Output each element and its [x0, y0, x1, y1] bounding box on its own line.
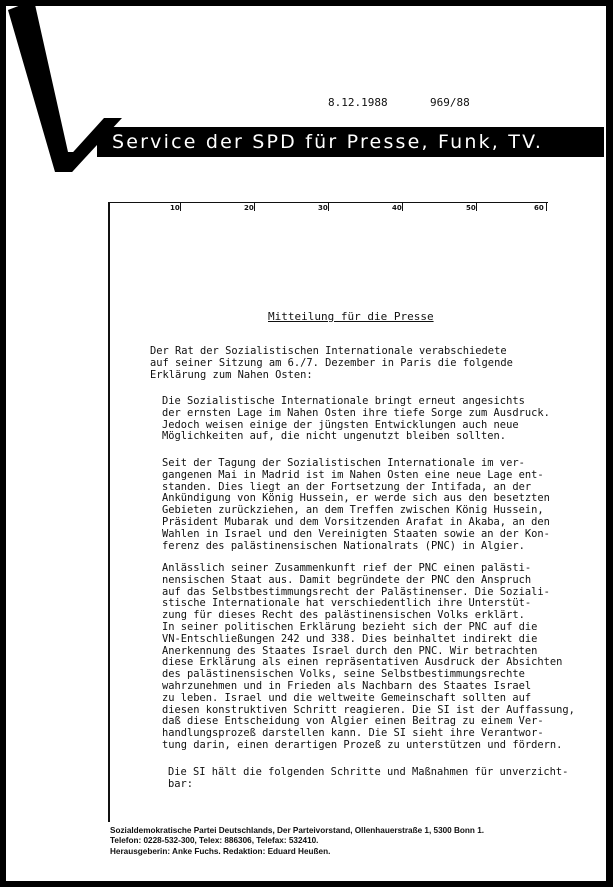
release-number: 969/88: [430, 96, 470, 109]
text-line: zu leben. Israel und die weltweite Gemeinschaft sollten auf: [162, 691, 532, 704]
text-line: bar:: [168, 777, 194, 790]
text-line: Präsident Mubarak und dem Vorsitzenden Arafat in Akaba, an den: [162, 515, 550, 528]
text-line: VN-Entschließungen 242 und 338. Dies beinhaltet indirekt die: [162, 632, 538, 645]
ruler-mark: 30: [318, 204, 328, 212]
ruler-tick: [476, 203, 477, 211]
text-line: des palästinensischen Volks, seine Selbstbestimmungsrechte: [162, 668, 525, 681]
body-paragraph: [162, 396, 550, 443]
text-line: Möglichkeiten auf, die nicht ungenutzt bleiben sollten.: [162, 430, 507, 443]
document-title: Mitteilung für die Presse: [268, 310, 434, 323]
footer-imprint: [110, 826, 484, 857]
text-line: handlungsprozeß darstellen kann. Die SI sieht ihre Verantwor-: [162, 727, 544, 740]
text-line: ferenz des palästinensischen Nationalrats (PNC) in Algier.: [162, 539, 525, 552]
text-line: Anlässlich seiner Zusammenkunft rief der PNC einen palästi-: [162, 562, 532, 574]
ruler-tick: [402, 203, 403, 211]
typewriter-frame-left: [108, 202, 110, 822]
text-line: Seit der Tagung der Sozialistischen Internationale im ver-: [162, 457, 525, 469]
ruler-mark: 60: [534, 204, 544, 212]
text-line: Ankündigung von König Hussein, er werde sich aus den besetzten: [162, 492, 550, 505]
ruler-mark: 40: [392, 204, 402, 212]
text-line: Der Rat der Sozialistischen Internationale verabschiedete: [150, 345, 507, 357]
release-date: 8.12.1988: [328, 96, 388, 109]
service-banner: [97, 127, 604, 157]
ruler-mark: 20: [244, 204, 254, 212]
body-paragraph: [162, 458, 550, 552]
text-line: stische Internationale hat verschiedentlich ihre Unterstüt-: [162, 597, 532, 610]
text-line: Wahlen in Israel und den Vereinigten Staaten sowie an der Kon-: [162, 527, 550, 540]
ruler-tick: [180, 203, 181, 211]
text-line: tung darin, einen derartigen Prozeß zu unterstützen und fördern.: [162, 738, 563, 751]
text-line: daß diese Entscheidung von Algier einen Beitrag zu einem Ver-: [162, 715, 544, 728]
ruler-tick: [546, 203, 547, 211]
text-line: standen. Dies liegt an der Fortsetzung der Intifada, an der: [162, 480, 532, 493]
text-line: auf seiner Sitzung am 6./7. Dezember in Paris die folgende: [150, 356, 513, 369]
body-paragraph: [162, 563, 575, 752]
text-line: diesen konstruktiven Schritt reagieren. Die SI ist der Auffassung,: [162, 703, 575, 716]
text-line: gangenen Mai in Madrid ist im Nahen Osten eine neue Lage ent-: [162, 468, 544, 481]
footer-line: Herausgeberin: Anke Fuchs. Redaktion: Eduard Heußen.: [110, 846, 331, 856]
intro-paragraph: [150, 346, 513, 381]
ruler-tick: [254, 203, 255, 211]
footer-line: Sozialdemokratische Partei Deutschlands, Der Parteivorstand, Ollenhauerstraße 1, 5300 Bonn 1.: [110, 826, 485, 835]
text-line: wahrzunehmen und in Frieden als Nachbarn des Staates Israel: [162, 679, 532, 692]
text-line: zung für dieses Recht des palästinensischen Volks erklärt.: [162, 609, 525, 622]
text-line: Anerkennung des Staates Israel durch den PNC. Wir betrachten: [162, 644, 538, 657]
body-paragraph: [168, 767, 568, 791]
text-line: diese Erklärung als einen repräsentativen Ausdruck der Absichten: [162, 656, 563, 669]
text-line: der ernsten Lage im Nahen Osten ihre tiefe Sorge zum Ausdruck.: [162, 406, 550, 419]
typewriter-ruler: [110, 203, 546, 215]
ruler-tick: [328, 203, 329, 211]
text-line: Die SI hält die folgenden Schritte und Maßnahmen für unverzicht-: [168, 766, 569, 778]
footer-line: Telefon: 0228-532-300, Telex: 886306, Telefax: 532410.: [110, 836, 319, 846]
ruler-mark: 50: [466, 204, 476, 212]
text-line: auf das Selbstbestimmungsrecht der Palästinenser. Die Soziali-: [162, 585, 550, 598]
service-title: Service der SPD für Presse, Funk, TV.: [112, 131, 544, 153]
ruler-mark: 10: [170, 204, 180, 212]
text-line: Die Sozialistische Internationale bringt erneut angesichts: [162, 395, 525, 407]
text-line: Gebieten zurückziehen, an dem Treffen zwischen König Hussein,: [162, 504, 544, 517]
text-line: Jedoch weisen einige der jüngsten Entwicklungen auch neue: [162, 418, 519, 431]
text-line: In seiner politischen Erklärung bezieht sich der PNC auf die: [162, 620, 538, 633]
text-line: nensischen Staat aus. Damit begründete der PNC den Anspruch: [162, 573, 532, 586]
text-line: Erklärung zum Nahen Osten:: [150, 368, 313, 381]
